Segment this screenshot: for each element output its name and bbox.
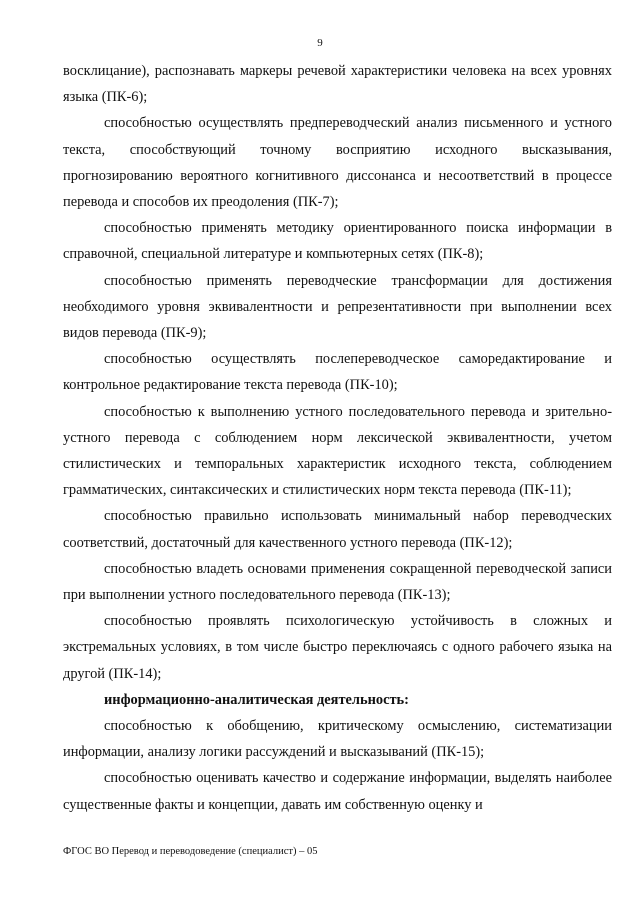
paragraph-pk16-start: способностью оценивать качество и содержание информации, выделять наиболее существенные факты и концепции, давать им собственную оценку и	[63, 770, 612, 813]
footer-note: ФГОС ВО Перевод и переводоведение (специалист) – 05	[63, 846, 318, 857]
paragraph-pk6: восклицание), распознавать маркеры речевой характеристики человека на всех уровнях языка (ПК-6);	[63, 63, 612, 106]
paragraph-pk14: способностью проявлять психологическую устойчивость в сложных и экстремальных условиях, в том числе быстро переключаясь с одного рабочего языка на другой (ПК-14);	[63, 613, 612, 682]
paragraph-pk15: способностью к обобщению, критическому осмыслению, систематизации информации, анализу логики рассуждений и высказываний (ПК-15);	[63, 718, 612, 761]
paragraph-pk10: способностью осуществлять послепереводческое саморедактирование и контрольное редактирование текста перевода (ПК-10);	[63, 351, 612, 394]
document-body	[63, 58, 612, 818]
page-number: 9	[317, 37, 323, 49]
paragraph-pk8: способностью применять методику ориентированного поиска информации в справочной, специальной литературе и компьютерных сетях (ПК-8);	[63, 220, 612, 263]
paragraph-pk11: способностью к выполнению устного последовательного перевода и зрительно-устного перевода с соблюдением норм лексической эквивалентности, учетом стилистических и темпоральных характеристик исходного текста, соблюдением грамматических, синтаксических и стилистических норм текста перевода (ПК-11);	[63, 403, 612, 499]
paragraph-pk12: способностью правильно использовать минимальный набор переводческих соответствий, достаточный для качественного устного перевода (ПК-12);	[63, 508, 612, 551]
section-heading: информационно-аналитическая деятельность:	[104, 691, 409, 708]
paragraph-pk13: способностью владеть основами применения сокращенной переводческой записи при выполнении устного последовательного перевода (ПК-13);	[63, 560, 612, 604]
paragraph-pk9: способностью применять переводческие трансформации для достижения необходимого уровня эквивалентности и репрезентативности при выполнении всех видов перевода (ПК-9);	[63, 272, 612, 342]
paragraph-pk7: способностью осуществлять предпереводческий анализ письменного и устного текста, способствующий точному восприятию исходного высказывания, прогнозированию вероятного когнитивного диссонанса и несоответствий в процессе перевода и способов их преодоления (ПК-7);	[63, 115, 612, 211]
